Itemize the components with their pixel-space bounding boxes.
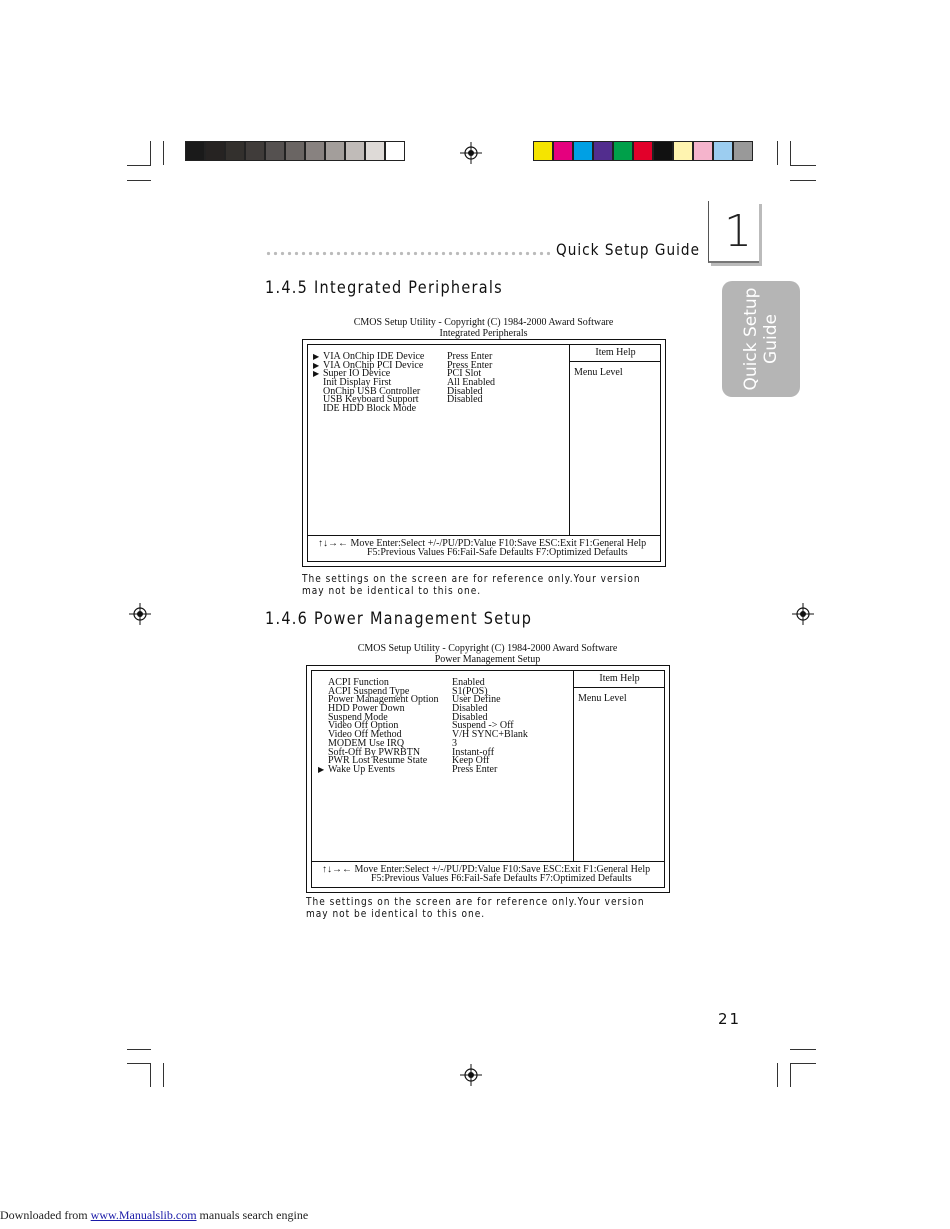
bios-caption-1: [302, 317, 665, 339]
bios-item-value[interactable]: Disabled: [447, 394, 483, 406]
help-divider-2: [573, 670, 574, 861]
color-swatch: [713, 141, 733, 161]
submenu-arrow-icon: ▶: [318, 764, 325, 774]
bios-item-label: Video Off Method: [328, 729, 402, 741]
section-title-integrated-peripherals: 1.4.5 Integrated Peripherals: [265, 278, 503, 298]
help-divider-1: [569, 344, 570, 535]
bios-item-label: VIA OnChip PCI Device: [323, 359, 424, 371]
bios-item-label: Super IO Device: [323, 368, 391, 380]
help-text-1: Menu Level: [574, 367, 623, 378]
bios-item-value[interactable]: Disabled: [452, 711, 488, 723]
bios-caption-2: [306, 643, 669, 665]
bios-footer-line-1a: ↑↓→← Move Enter:Select +/-/PU/PD:Value F10:Save ESC:Exit F1:General Help: [318, 538, 647, 549]
registration-mark-top: [460, 142, 482, 164]
download-prefix: Downloaded from: [0, 1208, 91, 1222]
submenu-arrow-icon: ▶: [313, 369, 320, 379]
bios-item-label: PWR Lost Resume State: [328, 755, 428, 767]
registration-mark-left: [129, 603, 151, 625]
footer-divider-1: [307, 535, 661, 536]
chapter-number: 1: [724, 206, 752, 257]
bios-item-label: ACPI Suspend Type: [328, 685, 410, 697]
bios-footer-line-1b: F5:Previous Values F6:Fail-Safe Defaults F7:Optimized Defaults: [367, 547, 628, 558]
bios-item-value[interactable]: Disabled: [447, 385, 483, 397]
bios-menu-list-1: [313, 353, 563, 414]
bios-item-label: USB Keyboard Support: [323, 394, 419, 406]
bios-item-label: OnChip USB Controller: [323, 385, 421, 397]
bios-item-value[interactable]: Keep Off: [452, 755, 490, 767]
grayscale-swatch: [245, 141, 265, 161]
color-swatch: [593, 141, 613, 161]
side-tab-line-1: Quick Setup: [741, 287, 761, 391]
side-tab-line-2: Guide: [761, 314, 781, 364]
bios-caption-line-1: CMOS Setup Utility - Copyright (C) 1984-2000 Award Software: [353, 317, 614, 328]
item-help-header-2: [573, 670, 665, 688]
bios-caption-line-2: Power Management Setup: [434, 654, 541, 665]
grayscale-swatch: [325, 141, 345, 161]
bios-item-label: Video Off Option: [328, 720, 399, 732]
reference-note-1: The settings on the screen are for reference only.Your version may not be identical to this one.: [302, 572, 641, 597]
color-swatch: [553, 141, 573, 161]
submenu-arrow-icon: ▶: [313, 360, 320, 370]
bios-item-label: VIA OnChip IDE Device: [323, 351, 425, 362]
bios-item-value[interactable]: Press Enter: [452, 763, 498, 775]
manualslib-link[interactable]: www.Manualslib.com: [90, 1208, 197, 1222]
bios-item-label: Soft-Off By PWRBTN: [328, 746, 421, 758]
grayscale-swatch: [305, 141, 325, 161]
item-help-title-1: Item Help: [595, 347, 636, 358]
color-swatch: [633, 141, 653, 161]
bios-menu-item[interactable]: [313, 405, 563, 414]
color-swatch: [733, 141, 753, 161]
grayscale-swatch: [345, 141, 365, 161]
color-swatch: [693, 141, 713, 161]
color-swatch: [613, 141, 633, 161]
grayscale-swatch: [385, 141, 405, 161]
bios-item-value[interactable]: Enabled: [452, 677, 485, 688]
submenu-arrow-icon: ▶: [313, 352, 320, 361]
bios-item-label: Init Display First: [323, 377, 392, 389]
bios-item-value[interactable]: Press Enter: [447, 359, 493, 371]
bios-item-label: Wake Up Events: [328, 763, 395, 775]
color-swatch: [653, 141, 673, 161]
bios-caption-line-2: Integrated Peripherals: [439, 328, 528, 339]
item-help-title-2: Item Help: [599, 673, 640, 684]
download-footer: [0, 1208, 308, 1223]
bios-menu-list-2: [318, 679, 568, 775]
bios-item-value[interactable]: User Define: [452, 694, 501, 706]
bios-footer-line-2b: F5:Previous Values F6:Fail-Safe Defaults F7:Optimized Defaults: [371, 873, 632, 884]
running-header-title: Quick Setup Guide: [556, 240, 700, 259]
section-title-power-management: 1.4.6 Power Management Setup: [265, 609, 533, 629]
registration-mark-bottom: [460, 1064, 482, 1086]
bios-item-value[interactable]: 3: [452, 737, 457, 749]
grayscale-swatch: [265, 141, 285, 161]
bios-item-label: Suspend Mode: [328, 711, 388, 723]
grayscale-calibration-bar: [185, 141, 405, 161]
bios-item-label: ACPI Function: [328, 677, 389, 688]
bios-item-value[interactable]: Instant-off: [452, 746, 495, 758]
grayscale-swatch: [225, 141, 245, 161]
color-swatch: [573, 141, 593, 161]
item-help-header-1: [569, 344, 661, 362]
bios-item-value[interactable]: V/H SYNC+Blank: [452, 729, 528, 741]
registration-mark-right: [792, 603, 814, 625]
grayscale-swatch: [205, 141, 225, 161]
color-swatch: [533, 141, 553, 161]
bios-item-label: IDE HDD Block Mode: [323, 403, 417, 415]
reference-note-2: The settings on the screen are for reference only.Your version may not be identical to this one.: [306, 895, 645, 920]
bios-item-label: MODEM Use IRQ: [328, 737, 405, 749]
bios-item-label: HDD Power Down: [328, 703, 405, 715]
header-dotted-rule: [265, 251, 550, 256]
grayscale-swatch: [365, 141, 385, 161]
footer-divider-2: [311, 861, 665, 862]
bios-item-value[interactable]: Suspend -> Off: [452, 720, 514, 732]
page-number: 21: [718, 1010, 742, 1028]
bios-item-value[interactable]: Disabled: [452, 703, 488, 715]
bios-menu-item[interactable]: [318, 763, 568, 775]
bios-caption-line-1: CMOS Setup Utility - Copyright (C) 1984-2000 Award Software: [357, 643, 618, 654]
grayscale-swatch: [185, 141, 205, 161]
bios-item-label: Power Management Option: [328, 694, 439, 706]
side-tab-label: [741, 281, 781, 397]
bios-footer-line-2a: ↑↓→← Move Enter:Select +/-/PU/PD:Value F10:Save ESC:Exit F1:General Help: [322, 864, 651, 875]
color-calibration-bar: [533, 141, 753, 161]
help-text-2: Menu Level: [578, 693, 627, 704]
color-swatch: [673, 141, 693, 161]
download-suffix: manuals search engine: [196, 1208, 309, 1222]
grayscale-swatch: [285, 141, 305, 161]
bios-item-value[interactable]: S1(POS): [452, 685, 488, 697]
bios-item-value[interactable]: PCI Slot: [447, 368, 482, 380]
bios-item-value[interactable]: All Enabled: [447, 377, 496, 389]
bios-item-value[interactable]: Press Enter: [447, 351, 493, 362]
